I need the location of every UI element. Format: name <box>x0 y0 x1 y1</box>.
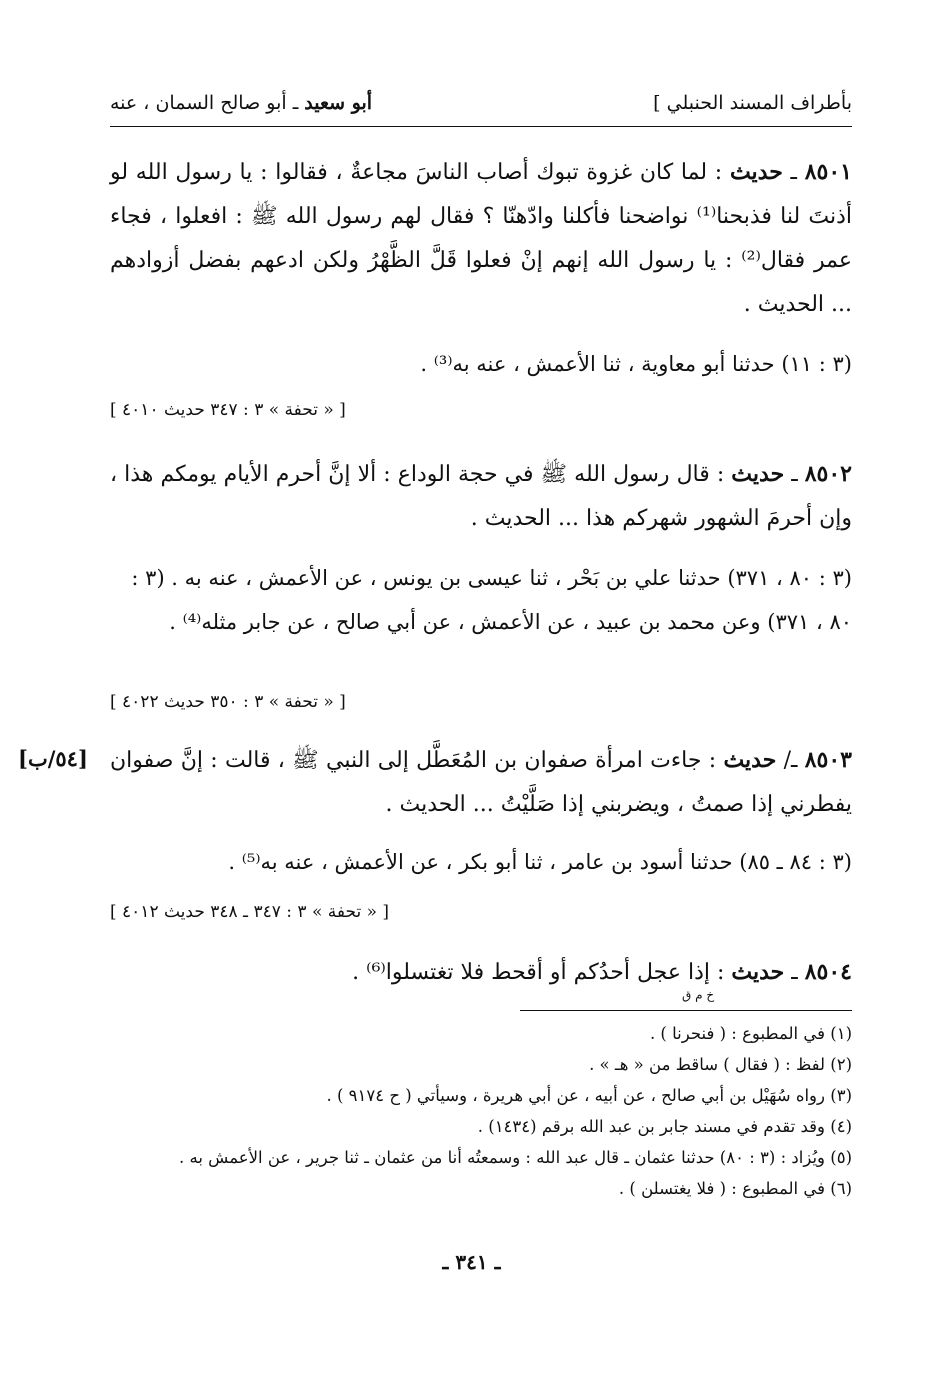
section-title <box>110 92 372 114</box>
hadith-keyword: حديث <box>723 747 777 773</box>
hadith-entry-8502 <box>110 452 852 541</box>
dash: ـ <box>784 462 798 487</box>
hadith-number: ٨٥٠١ <box>804 159 852 185</box>
dash: ـ <box>782 160 797 185</box>
hadith-keyword: حديث <box>731 461 785 487</box>
page-number: ـ ٣٤١ ـ <box>442 1250 501 1274</box>
footnote-4: (٤) وقد تقدم في مسند جابر بن عبد الله برقم (١٤٣٤) . <box>477 1117 852 1136</box>
footnote-1: (١) في المطبوع : ( فنحرنا ) . <box>649 1024 852 1043</box>
manuscript-folio-marker: [٥٤/ب] <box>18 746 88 771</box>
isnad-8501: (٣ : ١١) حدثنا أبو معاوية ، ثنا الأعمش ، عنه به⁽³⁾ . <box>420 352 852 376</box>
hadith-number: ٨٥٠٢ <box>804 461 852 487</box>
hadith-entry-8504 <box>110 950 852 995</box>
hadith-number: ٨٥٠٤ <box>804 959 852 985</box>
dash: ـ <box>784 960 798 985</box>
footnote-6: (٦) في المطبوع : ( فلا يغتسلن ) . <box>618 1179 852 1198</box>
tuhfa-ref-8503: [ « تحفة » ٣ : ٣٤٧ ـ ٣٤٨ حديث ٤٠١٢ ] <box>110 902 390 922</box>
tuhfa-ref-8502: [ « تحفة » ٣ : ٣٥٠ حديث ٤٠٢٢ ] <box>110 692 346 712</box>
book-title: بأطراف المسند الحنبلي ] <box>653 92 852 114</box>
hadith-text: : جاءت امرأة صفوان بن المُعَطَّل إلى النبي ﷺ ، قالت : إنَّ صفوان يفطرني إذا صمتُ ، ويضربني إذا صَلَّيْتُ ... الحديث . <box>110 748 852 817</box>
hadith-number: ٨٥٠٣ <box>804 747 852 773</box>
running-header <box>110 92 852 124</box>
isnad-8503: (٣ : ٨٤ ـ ٨٥) حدثنا أسود بن عامر ، ثنا أبو بكر ، عن الأعمش ، عنه به⁽⁵⁾ . <box>228 850 852 874</box>
source-symbols: خ م ق <box>682 988 715 1002</box>
hadith-text: : لما كان غزوة تبوك أصاب الناسَ مجاعةٌ ، فقالوا : يا رسول الله لو أذنتَ لنا فذبحنا⁽¹⁾ نواضحنا فأكلنا وادّهنّا ؟ فقال لهم رسول الله ﷺ : افعلوا ، فجاء عمر فقال⁽²⁾ : يا رسول الله إنهم إنْ فعلوا قَلَّ الظَّهْرُ ولكن ادعهم بفضل أزوادهم ... الحديث . <box>110 160 852 317</box>
hadith-keyword: حديث <box>731 959 785 985</box>
hadith-text: : قال رسول الله ﷺ في حجة الوداع : ألا إنَّ أحرم الأيام يومكم هذا ، وإن أحرمَ الشهور شهركم هذا ... الحديث . <box>110 462 852 531</box>
hadith-keyword: حديث <box>729 159 783 185</box>
folio-slash: ـ/ <box>776 748 805 773</box>
section-title-rest: ـ أبو صالح السمان ، عنه <box>110 92 305 114</box>
footnote-3: (٣) رواه سُهَيْل بن أبي صالح ، عن أبيه ، عن أبي هريرة ، وسيأتي ( ح ٩١٧٤ ) . <box>326 1086 852 1105</box>
hadith-text: : إذا عجل أحدُكم أو أقحط فلا تغتسلوا⁽⁶⁾ . <box>352 960 732 985</box>
isnad-8502: (٣ : ٨٠ ، ٣٧١) حدثنا علي بن بَحْر ، ثنا عيسى بن يونس ، عن الأعمش ، عنه به . (٣ : ٨٠ ، ٣٧١) وعن محمد بن عبيد ، عن الأعمش ، عن أبي صالح ، عن جابر مثله⁽⁴⁾ . <box>131 566 852 634</box>
hadith-entry-8501 <box>110 150 852 327</box>
header-divider <box>110 126 852 127</box>
tuhfa-ref-8501: [ « تحفة » ٣ : ٣٤٧ حديث ٤٠١٠ ] <box>110 400 346 420</box>
footnotes <box>110 1018 852 1204</box>
footnote-5: (٥) ويُزاد : (٣ : ٨٠) حدثنا عثمان ـ قال عبد الله : وسمعتُه أنا من عثمان ـ ثنا جرير ، عن الأعمش به . <box>179 1148 852 1167</box>
footnote-divider <box>520 1010 852 1011</box>
hadith-entry-8503 <box>110 738 852 827</box>
footnote-2: (٢) لفظ : ( فقال ) ساقط من « هـ » . <box>589 1055 852 1074</box>
section-title-bold: أبو سعيد <box>304 92 373 114</box>
